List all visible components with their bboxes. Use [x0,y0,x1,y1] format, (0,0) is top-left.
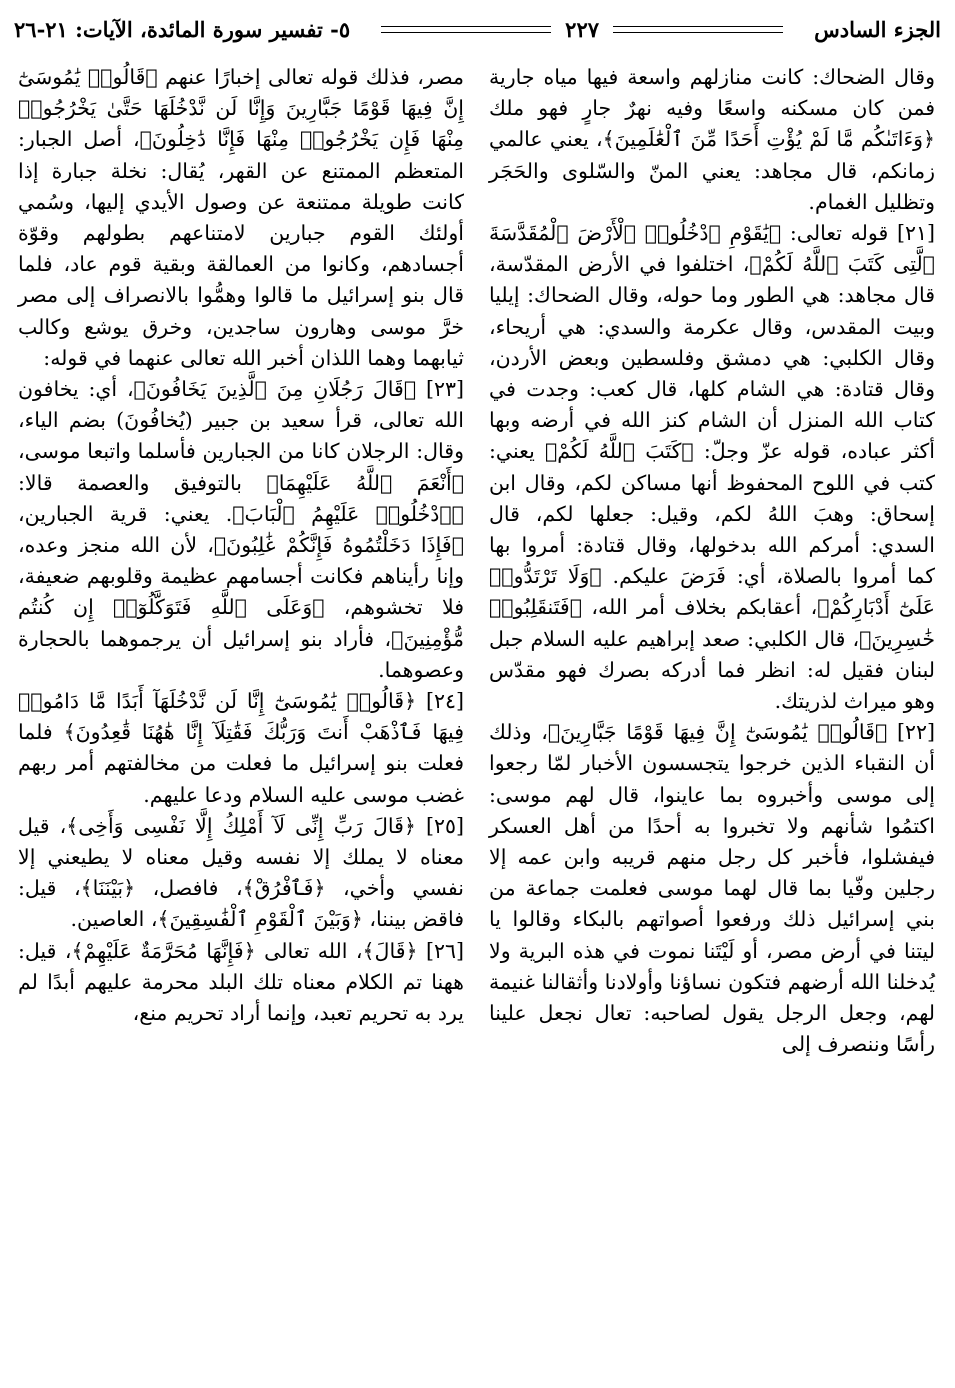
paragraph: [٢٥] ﴿قَالَ رَبِّ إِنِّى لَآ أَمْلِكُ إِلَّا نَفْسِى وَأَخِى﴾، قيل معناه لا يملك إلا نفسه وقيل معناه لا يطيعني إلا نفسي وأخي، ﴿فَٱفْرُقْ﴾، فافصل، ﴿بَيْنَنَا﴾، قيل: فاقض بيننا، ﴿وَبَيْنَ ٱلْقَوْمِ ٱلْفَٰسِقِينَ﴾، العاصين. [18,813,464,932]
paragraph: [٢١] قوله تعالى: ﴿يَٰقَوْمِ ٱدْخُلُوا۟ ٱلْأَرْضَ ٱلْمُقَدَّسَةَ ٱلَّتِى كَتَبَ ٱللَّهُ لَكُمْ﴾، اختلفوا في الأرض المقدّسة، قال مجاهد: هي الطور وما حوله، وقال الضحاك: إيليا وبيت المقدس، وقال عكرمة والسدي: هي أريحاء، وقال الكلبي: هي دمشق وفلسطين وبعض الأردن، وقال قتادة: هي الشام كلها، قال كعب: وجدت في كتاب الله المنزل أن الشام كنز الله في أرضه وبها أكثر عباده، قوله عزّ وجلّ: ﴿كَتَبَ ٱللَّهُ لَكُمْ﴾ يعني: كتب في اللوح المحفوظ أنها مساكن لكم، وقال ابن إسحاق: وهبَ اللهُ لكم، وقيل: جعلها لكم، قال السدي: أمركم الله بدخولها، وقال قتادة: أمروا بها كما أمروا بالصلاة، أي: فَرَضَ عليكم. ﴿وَلَا تَرْتَدُّوا۟ عَلَىٰٓ أَدْبَارِكُمْ﴾، أعقابكم بخلاف أمر الله، ﴿فَتَنقَلِبُوا۟ خَٰسِرِينَ﴾، قال الكلبي: صعد إبراهيم عليه السلام جبل لبنان فقيل له: انظر فما أدركه بصرك فهو مقدّس وهو ميراث لذريتك. [489,221,935,714]
paragraph: [٢٦] ﴿قَالَ﴾، الله تعالى ﴿فَإِنَّهَا مُحَرَّمَةٌ عَلَيْهِمْ﴾، قيل: ههنا تم الكلام معناه تلك البلد محرمة عليهم أبدًا لم يرد به تحريم تعبد، وإنما أراد تحريم منع، [18,938,464,1026]
page-number: ٢٢٧ [565,16,600,42]
paragraph: [٢٣] ﴿قَالَ رَجُلَانِ مِنَ ٱلَّذِينَ يَخَافُونَ﴾، أي: يخافون الله تعالى، قرأ سعيد بن جبير (يُخافُونَ) بضم الياء، وقال: الرجلان كانا من الجبارين فأسلما واتبعا موسى، ﴿أَنْعَمَ ٱللَّهُ عَلَيْهِمَا﴾ بالتوفيق والعصمة قالا: ﴿ٱدْخُلُوا۟ عَلَيْهِمُ ٱلْبَابَ﴾. يعني: قرية الجبارين، ﴿فَإِذَا دَخَلْتُمُوهُ فَإِنَّكُمْ غَٰلِبُونَ﴾، لأن الله منجز وعده، وإنا رأيناهم فكانت أجسامهم عظيمة وقلوبهم ضعيفة، فلا تخشوهم، ﴿وَعَلَى ٱللَّهِ فَتَوَكَّلُوٓا۟ إِن كُنتُم مُّؤْمِنِينَ﴾، فأراد بنو إسرائيل أن يرجموهما بالحجارة وعصوهما. [18,377,464,682]
page-header [14,12,941,46]
paragraph: وقال الضحاك: كانت منازلهم واسعة فيها مياه جارية فمن كان مسكنه واسعًا وفيه نهرٌ جارٍ فهو ملك ﴿وَءَاتَىٰكُم مَّا لَمْ يُؤْتِ أَحَدًا مِّنَ ٱلْعَٰلَمِينَ﴾، يعني عالمي زمانكم، قال مجاهد: يعني المنّ والسّلوى والحَجَر وتظليل الغمام. [489,65,935,214]
header-center [381,17,783,42]
right-text-column [489,62,935,1061]
part-label: الجزء السادس [814,16,941,42]
paragraph: [٢٤] ﴿قَالُوا۟ يَٰمُوسَىٰٓ إِنَّا لَن نَّدْخُلَهَآ أَبَدًا مَّا دَامُوا۟ فِيهَا فَٱذْهَبْ أَنتَ وَرَبُّكَ فَقَٰتِلَآ إِنَّا هَٰهُنَا قَٰعِدُونَ﴾ فلما فعلت بنو إسرائيل ما فعلت من مخالفتهم أمر ربهم غضب موسى عليه السلام ودعا عليهم. [18,689,464,807]
header-rule-right [613,26,783,33]
paragraph: [٢٢] ﴿قَالُوا۟ يَٰمُوسَىٰٓ إِنَّ فِيهَا قَوْمًا جَبَّارِينَ﴾، وذلك أن النقباء الذين خرجوا يتجسسون الأخبار لمّا رجعوا إلى موسى وأخبروه بما عاينوا، قال لهم موسى: اكتمُوا شأنهم ولا تخبروا به أحدًا من أهل العسكر فيفشلوا، فأخبر كل رجل منهم قريبه وابن عمه إلا رجلين وفّيا بما قال لهما موسى فعلمت جماعة من بني إسرائيل ذلك ورفعوا أصواتهم بالبكاء وقالوا يا ليتنا في أرض مصر، أو لَيْتَنا نموت في هذه البرية ولا يُدخلنا الله أرضهم فتكون نساؤنا وأولادنا وأثقالنا غنيمة لهم، وجعل الرجل يقول لصاحبه: تعال نجعل علينا رأسًا وننصرف إلى [489,720,935,1057]
header-rule-left [381,26,551,33]
surah-title: ٥- تفسير سورة المائدة، الآيات: ٢١-٢٦ [14,16,351,42]
paragraph: مصر، فذلك قوله تعالى إخبارًا عنهم ﴿قَالُوا۟ يَٰمُوسَىٰٓ إِنَّ فِيهَا قَوْمًا جَبَّارِينَ وَإِنَّا لَن نَّدْخُلَهَا حَتَّىٰ يَخْرُجُوا۟ مِنْهَا فَإِن يَخْرُجُوا۟ مِنْهَا فَإِنَّا دَٰخِلُونَ﴾، أصل الجبار: المتعظم الممتنع عن القهر، يُقال: نخلة جبارة إذا كانت طويلة ممتنعة عن وصول الأيدي إليها، وسُمي أولئك القوم جبارين لامتناعهم بطولهم وقوّة أجسادهم، وكانوا من العمالقة وبقية قوم عاد، فلما قال بنو إسرائيل ما قالوا وهمُّوا بالانصراف إلى مصر خرَّ موسى وهارون ساجدين، وخرق يوشع وكالب ثيابهما وهما اللذان أخبر الله تعالى عنهما في قوله: [18,65,464,370]
left-text-column [18,62,464,1029]
